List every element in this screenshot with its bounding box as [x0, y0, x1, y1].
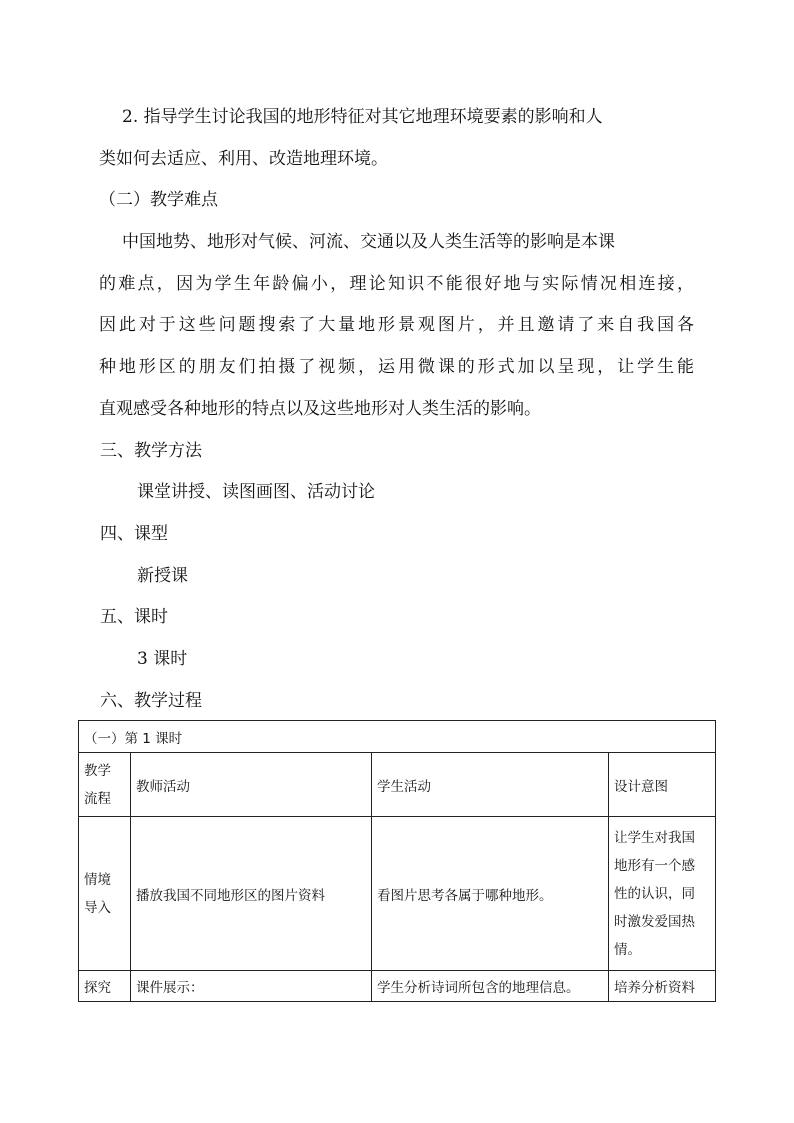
process-cell	[79, 817, 131, 971]
lesson-title-cell: （一）第 1 课时	[79, 721, 716, 753]
intent-line: 地形有一个感	[614, 857, 695, 874]
header-student: 学生活动	[372, 753, 609, 817]
section-title-methods: 三、教学方法	[100, 441, 202, 461]
table-row	[79, 817, 716, 971]
header-process-line: 流程	[84, 790, 111, 807]
section-content-lesson-type: 新授课	[137, 566, 188, 586]
design-intent-cell: 培养分析资料	[609, 971, 716, 1002]
section-content-class-hours: 3 课时	[137, 649, 188, 669]
section-title-class-hours: 五、课时	[100, 607, 168, 627]
section-title-lesson-type: 四、课型	[100, 524, 168, 544]
intent-line: 让学生对我国	[614, 829, 695, 846]
design-intent-cell	[609, 817, 716, 971]
process-line: 情境	[84, 871, 111, 888]
header-process-line: 教学	[84, 762, 111, 779]
lesson-process-table	[78, 720, 716, 1002]
teacher-activity-cell: 课件展示：	[131, 971, 372, 1002]
header-process	[79, 753, 131, 817]
header-teacher: 教师活动	[131, 753, 372, 817]
table-header-row	[79, 753, 716, 817]
process-cell: 探究	[79, 971, 131, 1002]
intent-line: 情。	[614, 941, 641, 958]
section-content-methods: 课堂讲授、读图画图、活动讨论	[137, 482, 375, 502]
paragraph-line: 种地形区的朋友们拍摄了视频，运用微课的形式加以呈现，让学生能	[99, 357, 694, 377]
intent-line: 时激发爱国热	[614, 913, 695, 930]
header-intent: 设计意图	[609, 753, 716, 817]
paragraph-line: 中国地势、地形对气候、河流、交通以及人类生活等的影响是本课	[122, 232, 615, 252]
paragraph-line: 直观感受各种地形的特点以及这些地形对人类生活的影响。	[99, 399, 541, 419]
paragraph-line: 的难点，因为学生年龄偏小，理论知识不能很好地与实际情况相连接，	[99, 274, 694, 294]
intent-line: 性的认识，同	[614, 885, 695, 902]
table-row	[79, 971, 716, 1002]
teacher-activity-cell: 播放我国不同地形区的图片资料	[131, 817, 372, 971]
student-activity-cell: 学生分析诗词所包含的地理信息。	[372, 971, 609, 1002]
paragraph-line: 类如何去适应、利用、改造地理环境。	[99, 149, 388, 169]
section-heading-difficulty: （二）教学难点	[99, 190, 218, 210]
paragraph-line: 因此对于这些问题搜索了大量地形景观图片，并且邀请了来自我国各	[99, 315, 694, 335]
paragraph-line: 2. 指导学生讨论我国的地形特征对其它地理环境要素的影响和人	[122, 107, 603, 127]
table-title-row	[79, 721, 716, 753]
student-activity-cell: 看图片思考各属于哪种地形。	[372, 817, 609, 971]
section-title-process: 六、教学过程	[100, 691, 202, 711]
process-line: 导入	[84, 899, 111, 916]
